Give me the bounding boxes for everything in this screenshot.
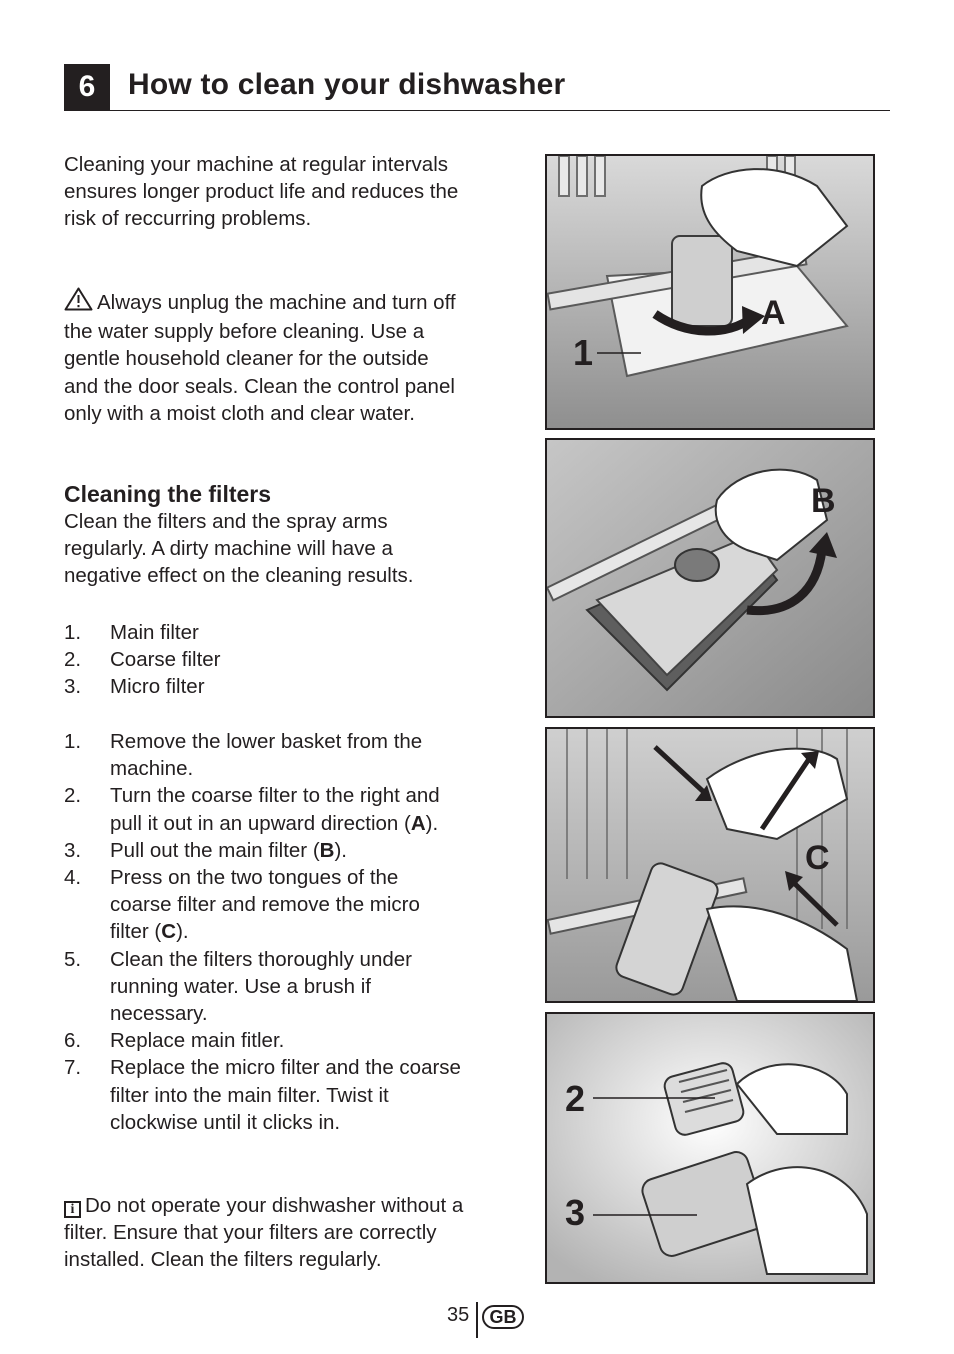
- list-number: 2.: [64, 648, 82, 672]
- figure-filter-parts: [545, 1012, 875, 1284]
- step-text: Clean the filters thoroughly under running water. Use a brush if necessary.: [110, 947, 412, 1026]
- warning-triangle-icon: [64, 287, 93, 318]
- parts-list: [64, 619, 464, 701]
- figure-pull-main-filter: [545, 438, 875, 718]
- section-number: 6: [64, 64, 110, 110]
- figure-number-1: 1: [573, 332, 594, 373]
- list-item: [64, 1027, 464, 1054]
- step-letter: A: [410, 811, 426, 835]
- figure-illustration: [547, 1014, 873, 1282]
- figure-number-3: 3: [565, 1192, 586, 1233]
- step-text: Replace main fitler.: [110, 1029, 285, 1053]
- step-text: Remove the lower basket from the machine.: [110, 730, 423, 781]
- warning-paragraph: [64, 287, 464, 427]
- filters-body: Clean the filters and the spray arms regularly. A dirty machine will have a negative effect on the cleaning results.: [64, 510, 414, 588]
- list-item: [64, 646, 464, 673]
- step-text: Pull out the main filter (: [110, 838, 320, 862]
- list-item: [64, 619, 464, 646]
- page-footer: [0, 1300, 954, 1340]
- list-number: 7.: [64, 1056, 82, 1080]
- language-badge: GB: [482, 1305, 524, 1329]
- list-number: 4.: [64, 866, 82, 890]
- list-number: 3.: [64, 838, 82, 862]
- part-label: Coarse filter: [110, 648, 221, 672]
- figure-remove-coarse-filter: [545, 154, 875, 430]
- list-item: [64, 782, 464, 836]
- figure-letter-c: C: [805, 839, 830, 877]
- figure-number-2: 2: [565, 1078, 586, 1119]
- list-number: 1.: [64, 730, 82, 753]
- step-text: Press on the two tongues of the coarse filter and remove the micro filter (: [110, 866, 420, 944]
- filters-heading: Cleaning the filters: [64, 481, 272, 507]
- figure-letter-b: B: [811, 482, 836, 520]
- step-text: Replace the micro filter and the coarse filter into the main filter. Twist it clockwise until it clicks in.: [110, 1056, 461, 1134]
- figure-letter-a: A: [761, 294, 786, 332]
- part-label: Micro filter: [110, 675, 205, 699]
- step-text-end: ).: [425, 811, 439, 835]
- figure-remove-micro-filter: [545, 727, 875, 1003]
- warning-text: Always unplug the machine and turn off the water supply before cleaning. Use a gentle household cleaner for the outside and the door seals. Clean the control panel only with a moist cloth and clear water.: [64, 291, 456, 425]
- list-item: [64, 1054, 464, 1136]
- intro-text: Cleaning your machine at regular intervals ensures longer product life and reduces the risk of reccurring problems.: [64, 153, 459, 231]
- list-number: 3.: [64, 675, 82, 699]
- step-text-end: ).: [334, 838, 347, 862]
- list-item: [64, 837, 464, 864]
- list-item: [64, 864, 464, 946]
- part-label: Main filter: [110, 621, 199, 644]
- list-number: 1.: [64, 621, 82, 644]
- filters-section: [64, 480, 464, 590]
- steps-list: [64, 728, 464, 1136]
- list-item: [64, 673, 464, 700]
- step-letter: B: [319, 838, 335, 862]
- footer-divider: [476, 1302, 478, 1338]
- list-item: [64, 946, 464, 1028]
- info-text: Do not operate your dishwasher without a filter. Ensure that your filters are correctly installed. Clean the filters regularly.: [64, 1194, 464, 1272]
- page-number: 35: [447, 1304, 470, 1326]
- list-number: 6.: [64, 1029, 82, 1053]
- step-letter: C: [161, 920, 177, 944]
- info-icon: i: [64, 1201, 81, 1218]
- list-number: 5.: [64, 947, 82, 971]
- info-paragraph: [64, 1192, 464, 1274]
- list-number: 2.: [64, 784, 82, 808]
- figure-illustration: [547, 156, 873, 428]
- section-header: [64, 64, 890, 111]
- intro-paragraph: [64, 151, 464, 233]
- list-item: [64, 728, 464, 782]
- step-text-end: ).: [176, 920, 189, 944]
- step-text: Turn the coarse filter to the right and pull it out in an upward direction (: [110, 784, 440, 835]
- page-title: How to clean your dishwasher: [128, 68, 566, 101]
